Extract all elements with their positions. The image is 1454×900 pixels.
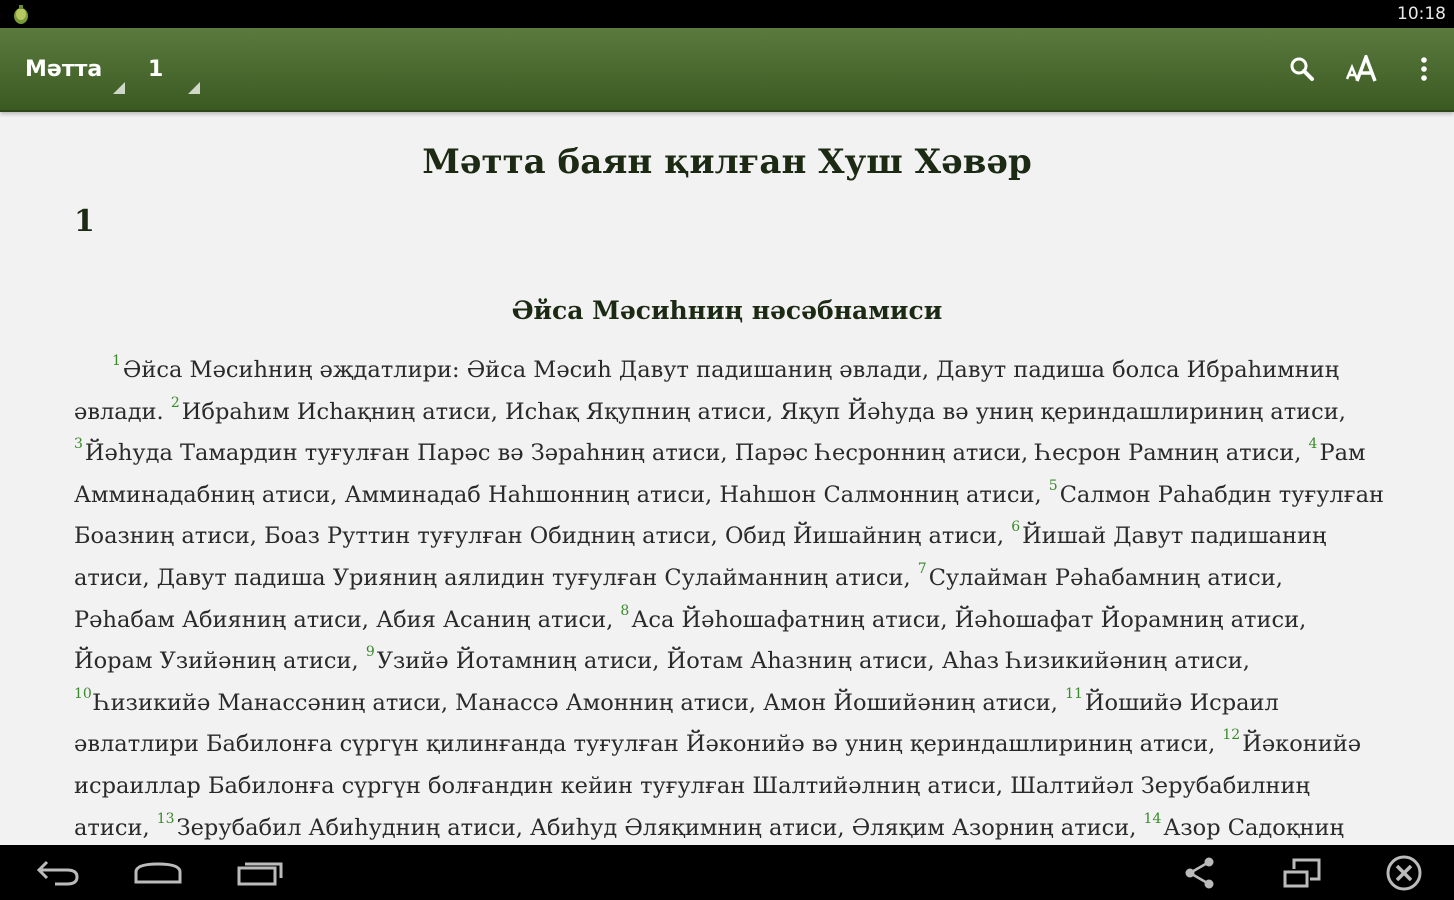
status-time: 10:18 bbox=[1397, 4, 1446, 24]
verse-text: Һизикийә Манассәниң атиси, Манассә Амонниң атиси, Амон Йошийәниң атиси, bbox=[93, 689, 1066, 716]
overflow-menu-button[interactable] bbox=[1400, 28, 1448, 110]
share-icon bbox=[1183, 856, 1217, 890]
verse-number: 11 bbox=[1065, 685, 1083, 702]
back-icon bbox=[35, 858, 81, 888]
verse-text: Йишай Давут падишаниң атиси, Давут падиша Урияниң аялидин туғулған Сулайманниң атиси, bbox=[74, 523, 1327, 591]
recent-apps-button[interactable] bbox=[230, 845, 290, 900]
verse-number: 14 bbox=[1143, 810, 1162, 827]
verse[interactable] bbox=[74, 436, 1309, 467]
verse-number: 5 bbox=[1048, 477, 1058, 494]
verse-text: Әйса Мәсиһниң әҗдатлири: Әйса Мәсиһ Давут падишаниң әвлади, Давут падиша болса Ибраһимниң әвлади. bbox=[74, 357, 1340, 425]
verse-text: Азор Садоқниң bbox=[1163, 814, 1344, 841]
verse-text: Йәконийә исраиллар Бабилонға сүргүн болғандин кейин туғулған Шалтийәлниң атиси, Шалтийәл Зерубабилниң атиси, bbox=[74, 731, 1362, 841]
verse-text: Зерубабил Абиһудниң атиси, Абиһуд Әляқимниң атиси, Әляқим Азорниң атиси, bbox=[176, 814, 1144, 841]
action-bar bbox=[0, 28, 1454, 112]
overflow-menu-icon bbox=[1420, 56, 1428, 82]
verse-number: 10 bbox=[74, 685, 92, 702]
android-app-icon bbox=[10, 3, 32, 25]
verse-number: 6 bbox=[1011, 519, 1021, 536]
verse-text: Рам Амминадабниң атиси, Амминадаб Наһшонниң атиси, Наһшон Салмонниң атиси, bbox=[74, 440, 1366, 508]
chapter-text bbox=[74, 350, 1384, 845]
dropdown-triangle-icon bbox=[188, 82, 200, 94]
chapter-number: 1 bbox=[74, 204, 95, 239]
verse-text: Ибраһим Исһақниң атиси, Исһақ Яқупниң атиси, Яқуп Йәһуда вә униң қериндашлириниң атиси, bbox=[181, 398, 1346, 425]
back-button[interactable] bbox=[28, 845, 88, 900]
verse[interactable] bbox=[170, 394, 1346, 425]
verse[interactable] bbox=[1143, 810, 1344, 841]
home-button[interactable] bbox=[128, 845, 188, 900]
reading-pane[interactable] bbox=[0, 112, 1454, 845]
share-button[interactable] bbox=[1170, 845, 1230, 900]
verse-number: 2 bbox=[170, 394, 180, 411]
verse-text: Йошийә Исраил әвлатлири Бабилонға сүргүн қилинғанда туғулған Йәконийә вә униң қериндашлириниң атиси, bbox=[74, 689, 1279, 758]
search-icon bbox=[1289, 56, 1315, 82]
system-nav-bar bbox=[0, 845, 1454, 900]
home-icon bbox=[133, 860, 183, 886]
window-icon bbox=[1282, 857, 1322, 889]
verse-text: Узийә Йотамниң атиси, Йотам Аһазниң атиси, Аһаз Һизикийәниң атиси, bbox=[376, 648, 1250, 675]
book-selector[interactable] bbox=[25, 28, 123, 110]
font-size-button[interactable] bbox=[1338, 28, 1386, 110]
dropdown-triangle-icon bbox=[113, 82, 125, 94]
verse[interactable] bbox=[74, 685, 1066, 716]
window-button[interactable] bbox=[1272, 845, 1332, 900]
section-heading: Әйса Мәсиһниң нәсәбнамиси bbox=[511, 296, 943, 325]
verse-text: Аса Йәһошафатниң атиси, Йәһошафат Йорамниң атиси, Йорам Узийәниң атиси, bbox=[74, 606, 1307, 675]
close-icon bbox=[1385, 854, 1423, 892]
verse-text: Сулайман Рәһабамниң атиси, Рәһабам Абияниң атиси, Абия Асаниң атиси, bbox=[74, 564, 1283, 633]
font-size-icon bbox=[1345, 55, 1379, 83]
verse-text: Салмон Раһабдин туғулған Боазниң атиси, Боаз Руттин туғулған Обидниң атиси, Обид Йишайниң атиси, bbox=[74, 481, 1384, 550]
recent-apps-icon bbox=[236, 859, 284, 887]
search-button[interactable] bbox=[1278, 28, 1326, 110]
verse-number: 12 bbox=[1222, 727, 1241, 744]
chapter-selector-label: 1 bbox=[148, 56, 164, 82]
book-selector-label: Мәтта bbox=[25, 56, 103, 82]
verse-text: Йәһуда Тамардин туғулған Парәс вә Зәраһниң атиси, Парәс Һесронниң атиси, Һесрон Рамниң атиси, bbox=[84, 440, 1309, 467]
verse-number: 8 bbox=[620, 602, 630, 619]
book-title: Мәтта баян қилған Хуш Хәвәр bbox=[422, 142, 1032, 182]
verse-number: 9 bbox=[365, 644, 375, 661]
verse-number: 7 bbox=[917, 560, 927, 577]
close-button[interactable] bbox=[1374, 845, 1434, 900]
verse-number: 1 bbox=[112, 353, 121, 369]
verse-number: 4 bbox=[1308, 436, 1318, 453]
verse[interactable] bbox=[365, 644, 1250, 675]
status-bar bbox=[0, 0, 1454, 28]
verse[interactable] bbox=[156, 810, 1144, 841]
verse-number: 3 bbox=[74, 436, 83, 453]
verse-number: 13 bbox=[156, 810, 175, 827]
chapter-selector[interactable] bbox=[148, 28, 198, 110]
